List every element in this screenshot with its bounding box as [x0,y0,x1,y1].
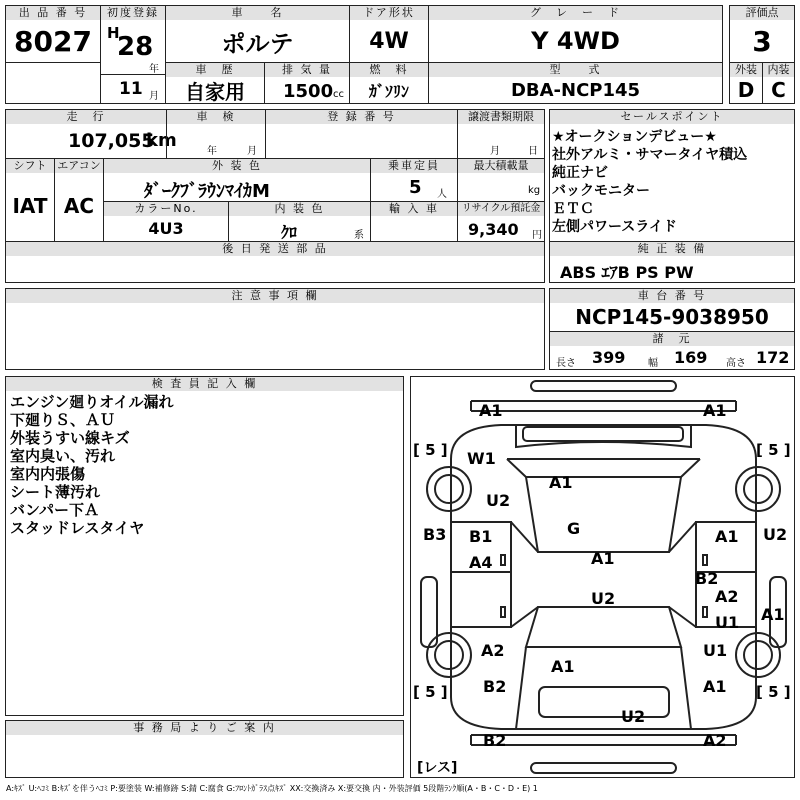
fuel: ｶﾞｿﾘﾝ [368,81,409,101]
caution-label: 注 意 事 項 欄 [6,289,544,303]
damage-mark: A2 [481,641,505,660]
exterior-grade: D [737,78,755,102]
transfer-cell [457,109,545,159]
load-cell [457,158,545,202]
reg-year: 28 [117,32,154,62]
grade-cell [428,5,723,63]
capacity-unit: 人 [437,189,447,200]
inspector-note: スタッドレスタイヤ [10,519,145,537]
damage-mark: U2 [591,589,616,608]
damage-mark: B2 [695,569,719,588]
model: DBA-NCP145 [510,79,641,101]
damage-mark: A2 [703,731,727,750]
lot-blank [5,62,101,104]
inspector-cell [5,376,404,716]
height: 172 [756,348,790,367]
inspector-note: 室内臭い、汚れ [10,447,116,465]
name-cell [165,5,350,63]
sales-point: ＥＴＣ [552,201,594,217]
capacity-cell [370,158,458,202]
inspector-note: 外装うすい線キズ [10,429,130,447]
interior-grade: C [771,78,786,102]
insp-year-unit: 年 [207,146,217,157]
width-label: 幅 [648,358,658,369]
ac: AC [63,194,95,218]
int-color-label: 内 装 色 [229,202,370,216]
sales-point: バックモニター [552,183,650,199]
capacity: 5 [409,177,422,198]
sales-point: 社外アルミ・サマータイヤ積込 [552,147,748,163]
damage-mark: A1 [479,401,503,420]
year-unit: 年 [149,64,159,75]
interior-cell [762,62,795,104]
score: 3 [752,24,772,58]
displacement-cell [264,62,350,104]
shift: IAT [12,194,48,218]
lot-label: 出 品 番 号 [6,6,100,20]
score-cell [729,5,795,63]
reg-number-label: 登 録 番 号 [266,110,457,124]
sales-point: ★オークションデビュー★ [552,129,717,145]
name-label: 車 名 [166,6,349,20]
car-name: ポルテ [221,29,294,58]
reg-month-cell [100,74,166,104]
later-parts-cell [5,241,545,283]
later-parts-label: 後 日 発 送 部 品 [6,242,544,256]
damage-mark: U1 [715,613,740,632]
shift-cell [5,158,55,242]
lot-cell [5,5,101,63]
inspector-note: バンパー下Ａ [10,501,99,519]
equipment: ABS ｴｱB PS PW [560,263,694,282]
legend: A:ｷｽﾞ U:ﾍｺﾐ B:ｷｽﾞを伴うﾍｺﾐ P:要塗装 W:補修跡 S:錆 C:腐食 G:ﾌﾛﾝﾄｶﾞﾗｽ点ｷｽﾞ XX:交換済み X:要交換 内・外装評価 5段階ﾗﾝｸ順(A・B・C・D・E) 1 [6,784,538,793]
spare-tire: [レス] [417,760,458,776]
transfer-label: 譲渡書類期限 [458,110,544,124]
load-unit: kg [528,185,541,196]
displacement-unit: cc [333,89,344,100]
ac-cell [54,158,104,242]
recycle-cell [457,201,545,242]
dims-cell [549,331,795,370]
recycle-label: リサイクル預託金 [458,202,544,216]
recycle-unit: 円 [532,230,542,241]
score-label: 評価点 [730,6,794,20]
door-type: 4W [369,28,409,54]
height-label: 高さ [726,358,746,369]
sales-points-cell [549,109,795,242]
recycle: 9,340 [468,220,519,239]
chassis-label: 車 台 番 号 [550,289,794,303]
inspector-note: 室内内張傷 [10,465,86,483]
damage-mark: B3 [423,525,447,544]
transfer-month-unit: 月 [490,146,500,157]
load-label: 最大積載量 [458,159,544,173]
damage-mark: W1 [467,449,496,468]
damage-mark: U2 [486,491,511,510]
mileage-unit: km [146,130,177,151]
history-label: 車 歴 [166,63,264,77]
color-cell [103,158,371,202]
damage-mark: B1 [469,527,493,546]
office-label: 事 務 局 よ り ご 案 内 [6,721,403,735]
reg-month: 11 [119,79,143,99]
damage-mark: A1 [591,549,615,568]
month-unit: 月 [149,91,159,102]
door-cell [349,5,429,63]
int-color: ｸﾛ [281,223,298,242]
sales-point: 左側パワースライド [552,219,677,235]
damage-mark: U1 [703,641,728,660]
car-diagram [410,376,795,778]
damage-mark: G [567,519,581,538]
import-cell [370,201,458,242]
damage-mark: A1 [703,677,727,696]
sales-points-label: セールスポイント [550,110,794,124]
fuel-cell [349,62,429,104]
model-label: 型 式 [429,63,722,77]
damage-mark: A1 [761,605,785,624]
color-no: 4U3 [148,218,184,238]
displacement: 1500 [283,81,334,102]
mileage: 107,055 [68,130,155,152]
tire-front-right: [ 5 ] [756,441,791,459]
exterior-label: 外装 [730,63,762,77]
displacement-label: 排 気 量 [265,63,349,77]
door-label: ドア形状 [350,6,428,20]
dims-label: 諸 元 [550,332,794,346]
length: 399 [592,348,626,367]
damage-mark: A1 [703,401,727,420]
damage-mark: B2 [483,731,507,750]
transfer-day-unit: 日 [528,146,538,157]
tire-front-left: [ 5 ] [413,441,448,459]
damage-mark: A1 [549,473,573,492]
damage-mark: B2 [483,677,507,696]
int-color-cell [228,201,371,242]
damage-mark: A2 [715,587,739,606]
damage-mark: A1 [715,527,739,546]
first-reg-label: 初度登録 [101,6,165,20]
tire-rear-right: [ 5 ] [756,683,791,701]
office-cell [5,720,404,778]
damage-mark: U2 [621,707,646,726]
reg-number-cell [265,109,458,159]
import-label: 輸 入 車 [371,202,457,216]
chassis-number: NCP145-9038950 [575,305,769,329]
int-color-unit: 系 [354,230,364,241]
damage-mark: A1 [551,657,575,676]
inspector-note: エンジン廻りオイル漏れ [10,393,174,411]
inspector-note: シート薄汚れ [10,483,101,501]
era: H [107,24,120,42]
color-label: 外 装 色 [104,159,370,173]
equipment-cell [549,241,795,283]
equipment-label: 純 正 装 備 [550,242,794,256]
car-outline [411,377,796,779]
sales-point: 純正ナビ [552,165,608,181]
color-no-cell [103,201,229,242]
grade: Y 4WD [531,27,620,55]
model-cell [428,62,723,104]
damage-mark: A4 [469,553,493,572]
inspector-label: 検 査 員 記 入 欄 [6,377,403,391]
inspection-label: 車 検 [167,110,265,124]
grade-label: グ レ ー ド [429,6,722,20]
ac-label: エアコン [55,159,103,173]
mileage-cell [5,109,177,159]
history: 自家用 [185,79,245,104]
chassis-cell [549,288,795,332]
lot-number: 8027 [14,24,92,58]
color: ﾀﾞｰｸﾌﾞﾗｳﾝﾏｲｶM [144,181,270,202]
exterior-cell [729,62,763,104]
history-cell [165,62,265,104]
capacity-label: 乗車定員 [371,159,457,173]
shift-label: シフト [6,159,54,173]
first-reg-cell [100,5,166,75]
width: 169 [674,348,708,367]
mileage-label: 走 行 [6,110,166,124]
tire-rear-left: [ 5 ] [413,683,448,701]
insp-month-unit: 月 [247,146,257,157]
inspection-cell [166,109,266,159]
interior-label: 内装 [763,63,794,77]
caution-cell [5,288,545,370]
length-label: 長さ [556,358,576,369]
fuel-label: 燃 料 [350,63,428,77]
color-no-label: カラーNo. [104,202,228,216]
damage-mark: U2 [763,525,788,544]
inspector-note: 下廻りＳ、ＡＵ [10,411,116,429]
